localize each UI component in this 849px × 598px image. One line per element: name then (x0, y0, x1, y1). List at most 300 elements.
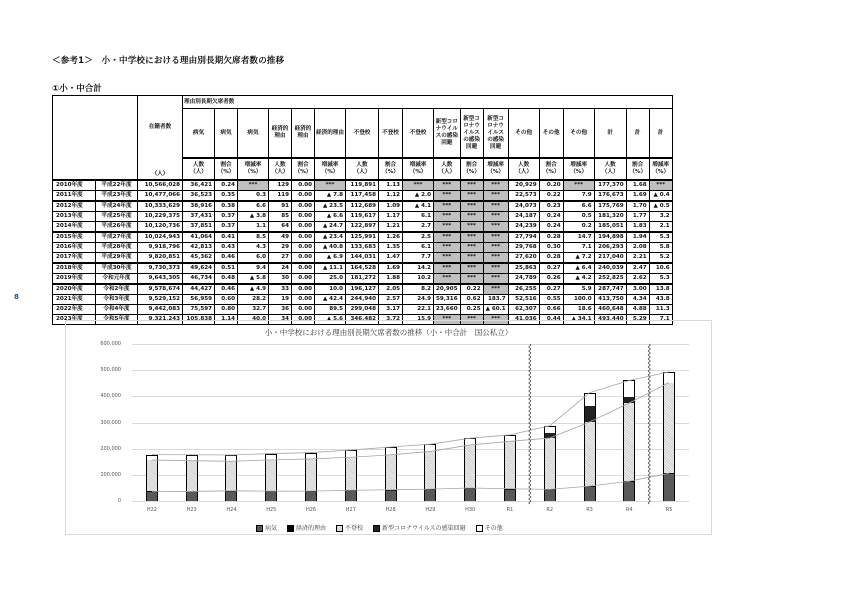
column-group-header: 経済的理由 (292, 109, 315, 159)
column-group-header: 経済的理由 (315, 109, 346, 159)
value-cell: 1.47 (379, 253, 403, 264)
value-cell: 38,916 (183, 201, 215, 212)
bar-segment-4 (623, 380, 635, 396)
value-cell: 119 (269, 191, 292, 202)
value-cell: 0.51 (215, 263, 238, 274)
value-cell: *** (460, 263, 483, 274)
column-sub-header: 増減率 （%） (238, 158, 269, 180)
value-cell: 244,940 (346, 295, 379, 305)
chart-title: 小・中学校における理由別長期欠席者数の推移（小・中合計 国公私立） (264, 328, 513, 337)
column-group-header: 計 (649, 109, 672, 159)
value-cell: *** (483, 222, 508, 233)
value-cell: *** (483, 253, 508, 264)
value-cell: 37,851 (183, 222, 215, 233)
gridline (132, 475, 689, 476)
value-cell: *** (483, 232, 508, 243)
value-cell: 0.00 (292, 222, 315, 233)
value-cell: 4.88 (626, 305, 649, 315)
value-cell: *** (483, 191, 508, 202)
value-cell: 1.13 (379, 180, 403, 191)
bar-segment-2 (385, 455, 397, 490)
value-cell: 346,482 (346, 315, 379, 325)
value-cell: 112,689 (346, 201, 379, 212)
value-cell: 1.26 (379, 232, 403, 243)
column-group-header: 不登校 (403, 109, 434, 159)
value-cell: 100.0 (563, 295, 594, 305)
era-cell: 平成30年度 (96, 263, 138, 274)
value-cell: 0.00 (292, 305, 315, 315)
value-cell: 129 (269, 180, 292, 191)
bar-segment-4 (385, 447, 397, 455)
value-cell: 0.00 (292, 253, 315, 264)
x-tick-label: R4 (625, 507, 633, 513)
value-cell: 2.62 (626, 274, 649, 285)
value-cell: 1.69 (626, 191, 649, 202)
column-group-header: 病気 (238, 109, 269, 159)
value-cell: 1.83 (626, 222, 649, 233)
value-cell: 44,427 (183, 284, 215, 295)
bar-segment-0 (584, 486, 596, 501)
value-cell: 24,239 (508, 222, 539, 233)
value-cell: 8.2 (403, 284, 434, 295)
value-cell: ▲ 4.1 (403, 201, 434, 212)
value-cell: ▲ 4.2 (563, 274, 594, 285)
value-cell: ▲ 5.8 (238, 274, 269, 285)
bar-R4 (623, 344, 635, 501)
table-row (53, 263, 673, 274)
column-group-header: 病気 (215, 109, 238, 159)
year-cell: 2020年度 (53, 284, 96, 295)
bar-segment-0 (345, 490, 357, 501)
value-cell: *** (434, 232, 461, 243)
bar-H25 (265, 344, 277, 501)
era-cell: 平成29年度 (96, 253, 138, 264)
value-cell: *** (460, 201, 483, 212)
value-cell: 175,769 (594, 201, 626, 212)
bar-segment-2 (544, 438, 556, 489)
legend-swatch-icon (256, 525, 263, 532)
table-row (53, 305, 673, 315)
column-group-header: その他 (563, 109, 594, 159)
value-cell: 0.23 (539, 201, 563, 212)
value-cell: 27,794 (508, 232, 539, 243)
x-tick-label: H23 (186, 507, 197, 513)
value-cell: 26,255 (508, 284, 539, 295)
bar-segment-4 (305, 453, 317, 459)
value-cell: 206,293 (594, 243, 626, 253)
value-cell: 240,039 (594, 263, 626, 274)
y-tick-label: 600,000 (100, 341, 121, 347)
value-cell: 413,750 (594, 295, 626, 305)
enrolled-cell: 9,918,796 (138, 243, 183, 253)
enrolled-cell: 10,229,375 (138, 212, 183, 222)
year-cell: 2016年度 (53, 243, 96, 253)
legend-item: 経済的理由 (287, 523, 326, 532)
bar-segment-0 (225, 491, 237, 501)
era-cell: 令和元年度 (96, 274, 138, 285)
bar-H24 (225, 344, 237, 501)
value-cell: 0.00 (292, 274, 315, 285)
value-cell: 0.44 (539, 315, 563, 325)
bar-R2 (544, 344, 556, 501)
value-cell: *** (460, 253, 483, 264)
year-cell: 2018年度 (53, 263, 96, 274)
year-cell: 2013年度 (53, 212, 96, 222)
value-cell: 0.38 (215, 201, 238, 212)
value-cell: *** (649, 180, 672, 191)
value-cell: 0.30 (539, 243, 563, 253)
bar-H29 (424, 344, 436, 501)
value-cell: 2.47 (626, 263, 649, 274)
year-cell: 2011年度 (53, 191, 96, 202)
era-cell: 令和5年度 (96, 315, 138, 325)
x-tick-label: H27 (345, 507, 356, 513)
bar-segment-0 (464, 488, 476, 501)
year-cell: 2012年度 (53, 201, 96, 212)
value-cell: 0.00 (292, 191, 315, 202)
page-title: ＜参考1＞ 小・中学校における理由別長期欠席者数の推移 (52, 56, 285, 66)
value-cell: 105,838 (183, 315, 215, 325)
value-cell: ▲ 11.1 (315, 263, 346, 274)
value-cell: 0.24 (539, 212, 563, 222)
enrolled-cell: 9,442,083 (138, 305, 183, 315)
x-tick-label: H26 (305, 507, 317, 513)
legend-item: 病気 (256, 523, 277, 532)
value-cell: 24,073 (508, 201, 539, 212)
value-cell: 0.00 (292, 263, 315, 274)
value-cell: 7.7 (403, 253, 434, 264)
value-cell: 0.37 (215, 212, 238, 222)
column-group-header: 不登校 (379, 109, 403, 159)
bar-segment-4 (504, 435, 516, 441)
value-cell: *** (483, 180, 508, 191)
value-cell: 0.46 (215, 284, 238, 295)
value-cell: ▲ 2.0 (403, 191, 434, 202)
gridline (132, 370, 689, 371)
y-tick-label: 500,000 (100, 367, 121, 374)
table-row (53, 191, 673, 202)
bar-segment-0 (504, 489, 516, 501)
value-cell: 0.27 (539, 284, 563, 295)
value-cell: 183.7 (483, 295, 508, 305)
bar-R3 (584, 344, 596, 501)
column-group-header: 経済的理由 (269, 109, 292, 159)
value-cell: ▲ 6.6 (315, 212, 346, 222)
value-cell: 15.9 (403, 315, 434, 325)
enrolled-cell: 9,578,674 (138, 284, 183, 295)
value-cell: *** (460, 191, 483, 202)
value-cell: *** (460, 243, 483, 253)
value-cell: 52,516 (508, 295, 539, 305)
x-tick-label: H24 (226, 507, 237, 513)
column-group-header: 計 (626, 109, 649, 159)
year-cell: 2015年度 (53, 232, 96, 243)
x-tick-label: H28 (385, 507, 396, 513)
value-cell: *** (483, 274, 508, 285)
enrolled-cell: 9,730,373 (138, 263, 183, 274)
value-cell: 217,040 (594, 253, 626, 264)
value-cell: 6.6 (238, 201, 269, 212)
value-cell: ▲ 7.8 (315, 191, 346, 202)
value-cell: 0.22 (460, 284, 483, 295)
value-cell: ▲ 6.9 (315, 253, 346, 264)
table-row (53, 243, 673, 253)
value-cell: 5.29 (626, 315, 649, 325)
bar-segment-4 (464, 438, 476, 445)
value-cell: 0.28 (539, 253, 563, 264)
era-cell: 令和2年度 (96, 284, 138, 295)
value-cell: 62,307 (508, 305, 539, 315)
value-cell: *** (434, 201, 461, 212)
value-cell: 2.57 (379, 295, 403, 305)
year-cell: 2023年度 (53, 315, 96, 325)
value-cell: 10.2 (403, 274, 434, 285)
value-cell: 119,617 (346, 212, 379, 222)
bar-H26 (305, 344, 317, 501)
bar-segment-4 (345, 450, 357, 457)
value-cell: 3.72 (379, 315, 403, 325)
bar-segment-2 (663, 383, 675, 474)
value-cell: 3.17 (379, 305, 403, 315)
enrolled-cell: 10,477,066 (138, 191, 183, 202)
legend-swatch-icon (476, 525, 483, 532)
value-cell: ▲ 24.7 (315, 222, 346, 233)
value-cell: 41,064 (183, 232, 215, 243)
bar-segment-2 (345, 457, 357, 490)
y-tick-label: 300,000 (100, 419, 121, 426)
bar-segment-4 (584, 393, 596, 407)
value-cell: 1.77 (626, 212, 649, 222)
value-cell: 0.27 (539, 263, 563, 274)
value-cell: 14.7 (563, 232, 594, 243)
value-cell: 33 (269, 284, 292, 295)
bar-segment-4 (424, 444, 436, 451)
value-cell: 56,959 (183, 295, 215, 305)
value-cell: ▲ 60.1 (483, 305, 508, 315)
value-cell: 287,747 (594, 284, 626, 295)
bar-segment-4 (186, 455, 198, 461)
era-cell: 平成26年度 (96, 222, 138, 233)
value-cell: *** (460, 315, 483, 325)
table-row (53, 295, 673, 305)
value-cell: 23,660 (434, 305, 461, 315)
y-tick-label: 400,000 (100, 393, 121, 400)
gridline (132, 501, 689, 502)
bar-segment-1 (305, 491, 317, 492)
value-cell: 0.24 (215, 180, 238, 191)
stacked-bar-chart (65, 320, 712, 535)
value-cell: 22.1 (403, 305, 434, 315)
value-cell: 42,813 (183, 243, 215, 253)
value-cell: 1.68 (626, 180, 649, 191)
value-cell: 0.26 (539, 274, 563, 285)
value-cell: 85 (269, 212, 292, 222)
value-cell: 4.3 (238, 243, 269, 253)
value-cell: 119,891 (346, 180, 379, 191)
value-cell: *** (238, 180, 269, 191)
value-cell: 59,316 (434, 295, 461, 305)
legend-swatch-icon (373, 525, 380, 532)
bar-segment-2 (186, 461, 198, 492)
header-group: 理由別長期欠席者数 (183, 96, 673, 109)
value-cell: *** (434, 180, 461, 191)
value-cell: 0.00 (292, 315, 315, 325)
value-cell: *** (434, 212, 461, 222)
column-sub-header: 増減率 （%） (483, 158, 508, 180)
value-cell: 1.94 (626, 232, 649, 243)
value-cell: 19 (269, 295, 292, 305)
value-cell: 0.00 (292, 201, 315, 212)
value-cell: 29 (269, 243, 292, 253)
value-cell: 0.48 (215, 274, 238, 285)
value-cell: *** (434, 274, 461, 285)
y-tick-label: 100,000 (100, 471, 121, 478)
era-cell: 平成22年度 (96, 180, 138, 191)
bar-segment-2 (464, 445, 476, 488)
enrolled-cell: 9,321,243 (138, 315, 183, 325)
year-cell: 2022年度 (53, 305, 96, 315)
value-cell: 1.70 (626, 201, 649, 212)
x-tick-label: H22 (146, 507, 157, 513)
value-cell: 133,683 (346, 243, 379, 253)
bar-segment-1 (385, 490, 397, 491)
value-cell: 0.5 (563, 212, 594, 222)
gridline (132, 423, 689, 424)
bar-segment-1 (544, 489, 556, 490)
value-cell: 0.43 (215, 243, 238, 253)
value-cell: 1.69 (379, 263, 403, 274)
value-cell: *** (315, 180, 346, 191)
value-cell: 64 (269, 222, 292, 233)
value-cell: 7.1 (649, 315, 672, 325)
value-cell: ▲ 42.4 (315, 295, 346, 305)
bar-segment-1 (663, 473, 675, 474)
bar-segment-2 (504, 441, 516, 488)
value-cell: 2.08 (626, 243, 649, 253)
column-sub-header: 人数 （人） (508, 158, 539, 180)
bar-segment-0 (623, 481, 635, 501)
x-tick-label: H30 (465, 507, 476, 513)
value-cell: 0.62 (460, 295, 483, 305)
bar-segment-4 (146, 455, 158, 460)
value-cell: 6.0 (238, 253, 269, 264)
column-sub-header: 人数 （人） (594, 158, 626, 180)
value-cell: 0.00 (292, 243, 315, 253)
legend-item: 新型コロナウイルスの感染回避 (373, 523, 466, 532)
table-row (53, 274, 673, 285)
value-cell: 22,573 (508, 191, 539, 202)
value-cell: 164,528 (346, 263, 379, 274)
value-cell: 1.1 (238, 222, 269, 233)
legend-swatch-icon (336, 525, 343, 532)
gridline (132, 344, 689, 345)
era-cell: 平成28年度 (96, 243, 138, 253)
bar-segment-1 (225, 491, 237, 492)
bar-segment-4 (265, 454, 277, 460)
table-row (53, 232, 673, 243)
value-cell: 18.6 (563, 305, 594, 315)
value-cell: 0.28 (539, 232, 563, 243)
column-sub-header: 割合 （%） (626, 158, 649, 180)
value-cell: 24,187 (508, 212, 539, 222)
value-cell: 0.00 (292, 295, 315, 305)
value-cell: ▲ 6.4 (563, 263, 594, 274)
era-cell: 平成25年度 (96, 212, 138, 222)
value-cell: 4.34 (626, 295, 649, 305)
value-cell: 20,905 (434, 284, 461, 295)
value-cell: 36,523 (183, 191, 215, 202)
value-cell: 194,898 (594, 232, 626, 243)
year-cell: 2019年度 (53, 274, 96, 285)
value-cell: ▲ 23.4 (315, 232, 346, 243)
value-cell: *** (563, 180, 594, 191)
value-cell: 24.9 (403, 295, 434, 305)
value-cell: *** (460, 232, 483, 243)
column-sub-header: 増減率 （%） (403, 158, 434, 180)
bar-segment-0 (544, 489, 556, 501)
value-cell: 49,624 (183, 263, 215, 274)
bar-R1 (504, 344, 516, 501)
value-cell: 14.2 (403, 263, 434, 274)
bar-segment-1 (186, 491, 198, 492)
value-cell: ▲ 3.8 (238, 212, 269, 222)
value-cell: *** (483, 212, 508, 222)
x-tick-label: R1 (506, 507, 514, 513)
column-group-header: 計 (594, 109, 626, 159)
enrolled-cell: 9,643,305 (138, 274, 183, 285)
column-sub-header: 人数 （人） (269, 158, 292, 180)
value-cell: *** (403, 180, 434, 191)
bar-H27 (345, 344, 357, 501)
value-cell: 0.41 (215, 232, 238, 243)
value-cell: 460,648 (594, 305, 626, 315)
value-cell: 122,897 (346, 222, 379, 233)
value-cell: 28.2 (238, 295, 269, 305)
column-group-header: 新型コロナウイルスの感染回避 (434, 109, 461, 159)
value-cell: 0.25 (460, 305, 483, 315)
bar-segment-0 (385, 490, 397, 501)
bar-segment-0 (663, 473, 675, 501)
value-cell: 0.37 (215, 222, 238, 233)
value-cell: 5.3 (649, 232, 672, 243)
value-cell: 196,127 (346, 284, 379, 295)
bar-R5 (663, 344, 675, 501)
value-cell: *** (460, 180, 483, 191)
value-cell: 0.3 (238, 191, 269, 202)
value-cell: 10.0 (315, 284, 346, 295)
value-cell: 29,768 (508, 243, 539, 253)
bar-segment-3 (623, 397, 635, 403)
value-cell: 9.4 (238, 263, 269, 274)
era-cell: 平成27年度 (96, 232, 138, 243)
gridline (132, 449, 689, 450)
value-cell: *** (434, 253, 461, 264)
table-row (53, 284, 673, 295)
value-cell: 13.8 (649, 284, 672, 295)
era-cell: 令和4年度 (96, 305, 138, 315)
bar-segment-0 (265, 491, 277, 501)
value-cell: 0.66 (539, 305, 563, 315)
bar-H23 (186, 344, 198, 501)
value-cell: *** (434, 263, 461, 274)
enrolled-cell: 9,529,152 (138, 295, 183, 305)
bar-segment-1 (424, 489, 436, 490)
value-cell: *** (483, 243, 508, 253)
value-cell: 0.2 (563, 222, 594, 233)
value-cell: 3.00 (626, 284, 649, 295)
bar-segment-4 (544, 426, 556, 433)
value-cell: 1.09 (379, 201, 403, 212)
